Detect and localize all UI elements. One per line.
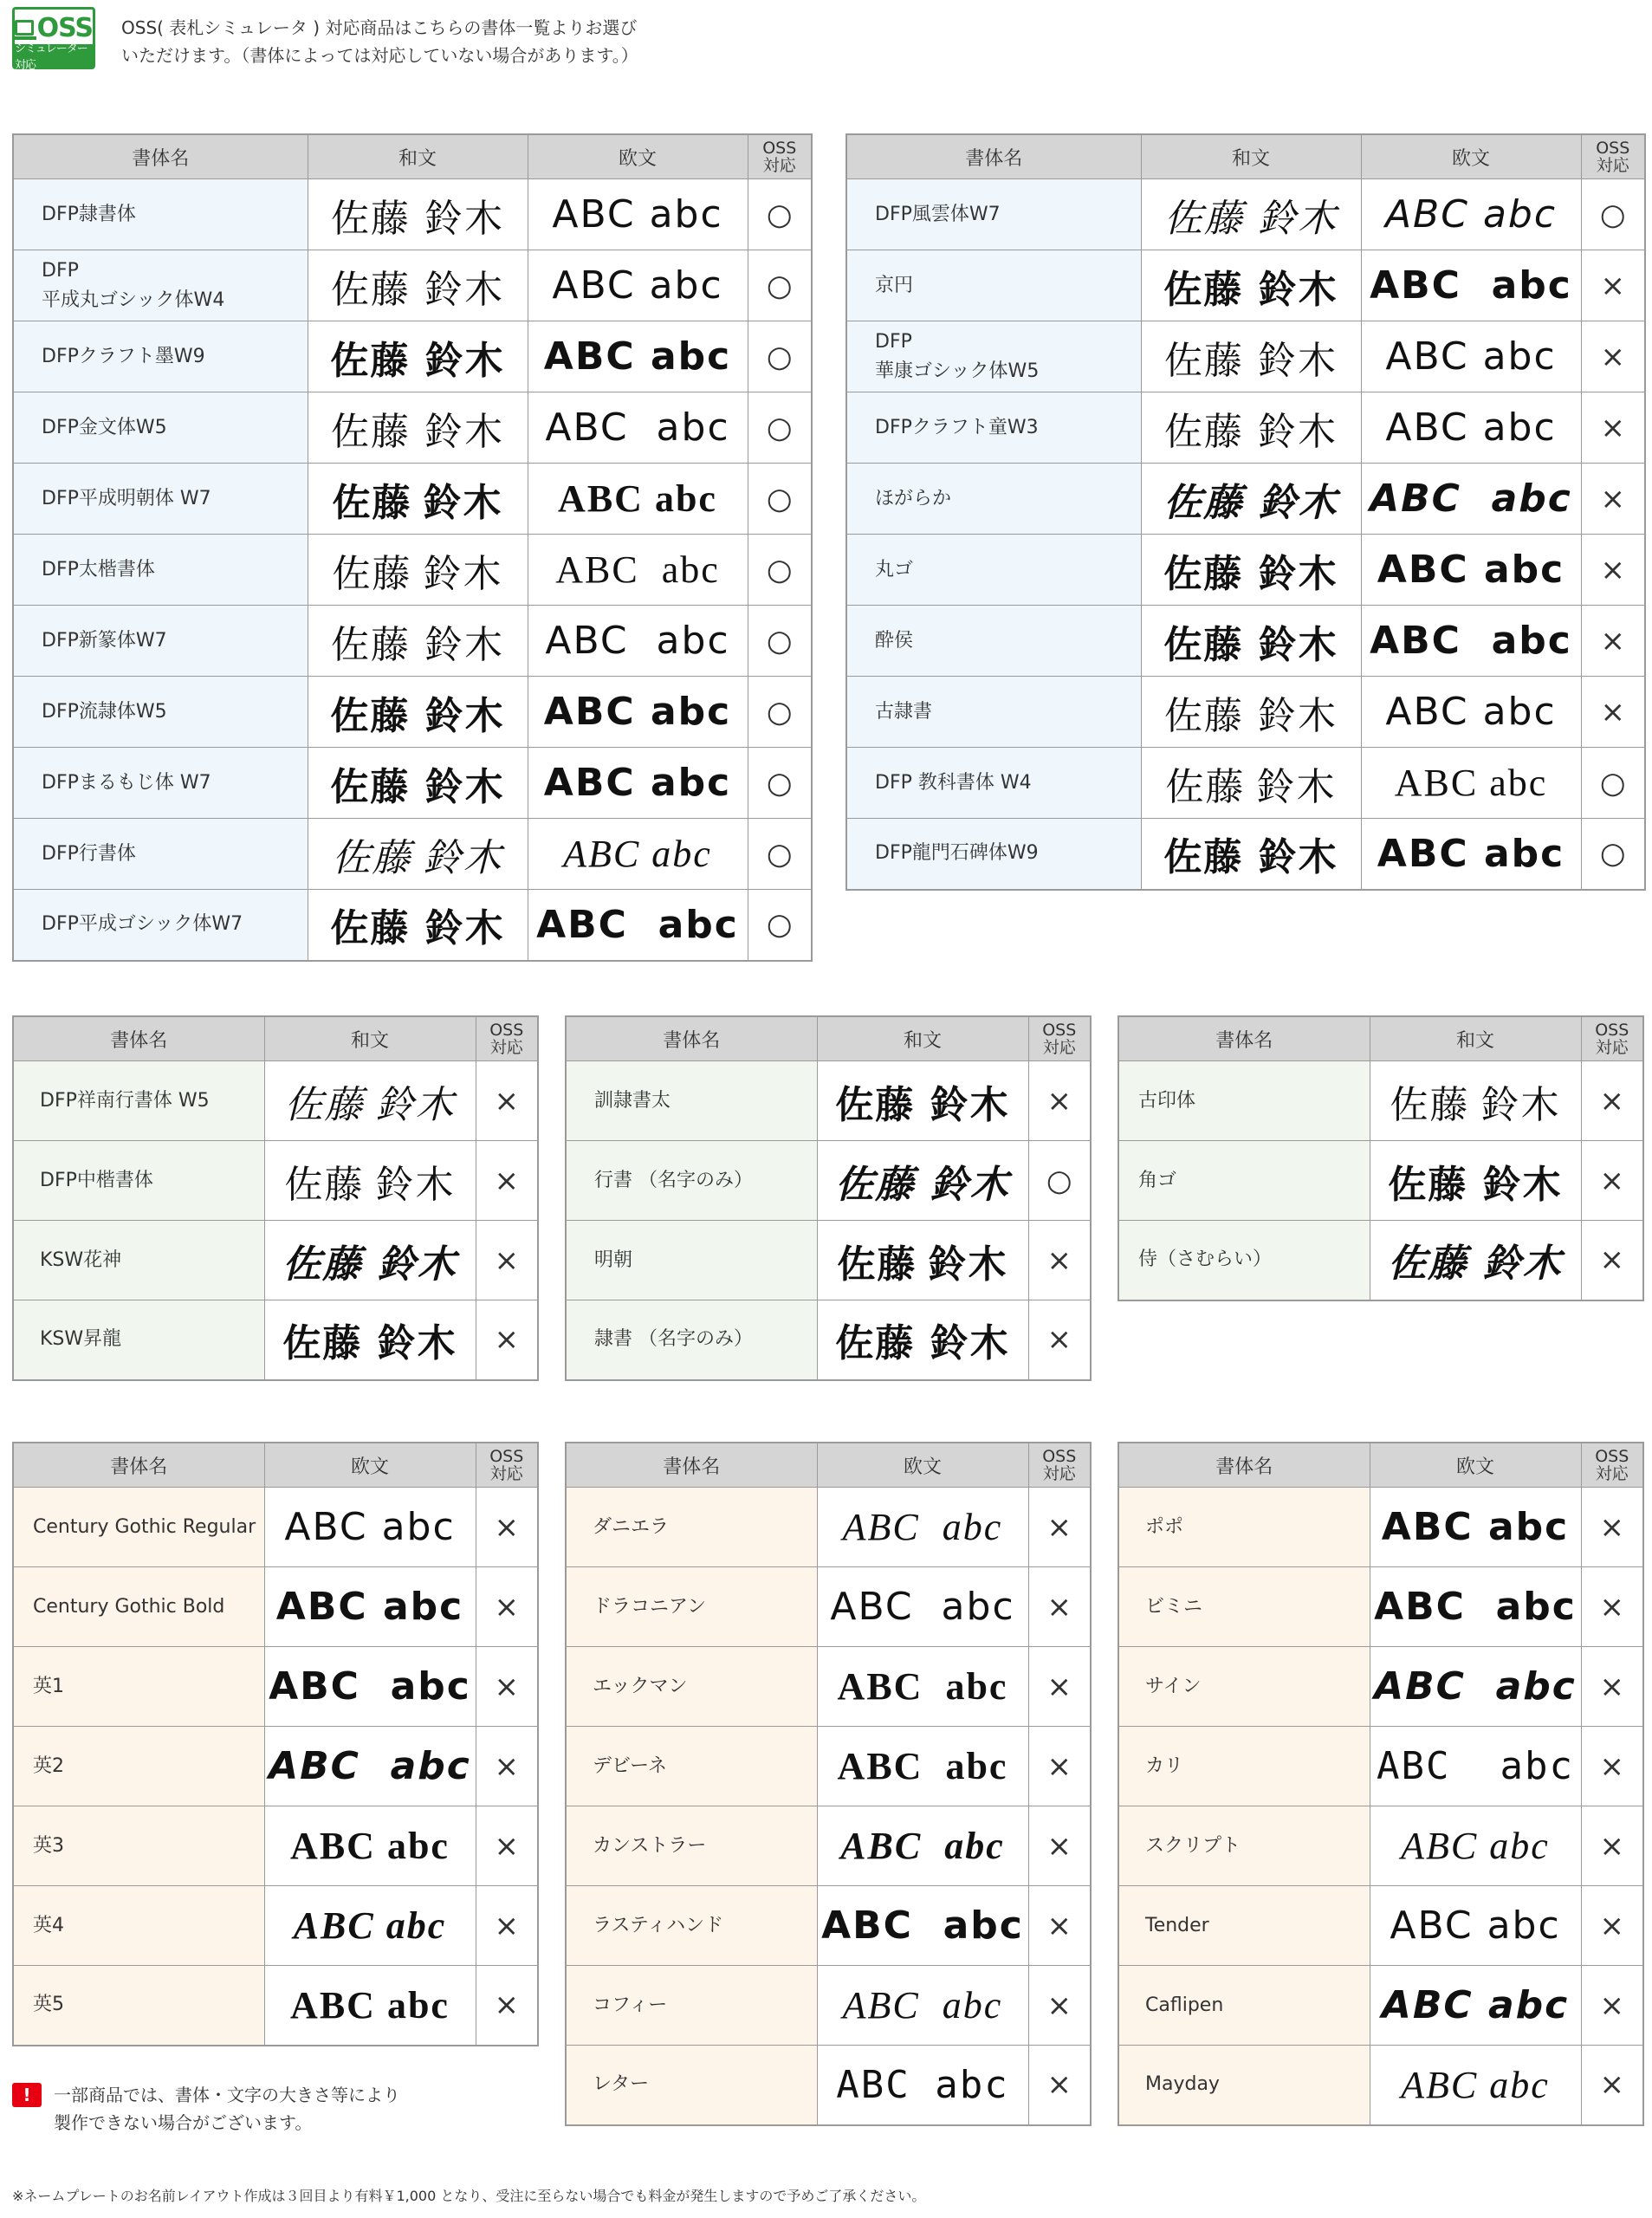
oss-unsupported-mark: × — [1028, 2046, 1091, 2125]
header-en: 欧文 — [528, 134, 748, 179]
oss-unsupported-mark: × — [1581, 464, 1645, 535]
latin-sample: ABC abc — [1361, 179, 1581, 250]
oss-supported-mark: ○ — [748, 535, 812, 606]
oss-unsupported-mark: × — [1581, 606, 1645, 677]
header-oss: OSS 対応 — [476, 1016, 538, 1061]
font-row — [846, 535, 1645, 606]
oss-unsupported-mark: × — [1028, 1886, 1091, 1966]
font-row — [846, 464, 1645, 535]
latin-sample: ABC abc — [1361, 321, 1581, 392]
font-row — [13, 890, 812, 961]
oss-supported-mark: ○ — [748, 677, 812, 748]
font-name: DFP 平成丸ゴシック体W4 — [13, 250, 308, 321]
oss-unsupported-mark: × — [476, 1727, 538, 1806]
font-name: Century Gothic Regular — [13, 1488, 264, 1567]
font-name: サイン — [1118, 1647, 1370, 1727]
font-row — [13, 1061, 538, 1141]
latin-sample: ABC abc — [817, 1806, 1028, 1886]
font-row — [566, 1488, 1091, 1567]
font-row — [13, 1221, 538, 1300]
japanese-sample: 佐藤 鈴木 — [308, 535, 528, 606]
oss-unsupported-mark: × — [1581, 1727, 1643, 1806]
header-font-name: 書体名 — [13, 1443, 264, 1488]
oss-supported-mark: ○ — [1581, 748, 1645, 819]
header-en: 欧文 — [1361, 134, 1581, 179]
oss-supported-mark: ○ — [748, 464, 812, 535]
latin-sample: ABC abc — [1370, 1567, 1581, 1647]
font-name: ポポ — [1118, 1488, 1370, 1567]
oss-unsupported-mark: × — [476, 1806, 538, 1886]
font-name: DFPクラフト童W3 — [846, 392, 1141, 464]
font-name: DFP行書体 — [13, 819, 308, 890]
font-name: スクリプト — [1118, 1806, 1370, 1886]
japanese-sample: 佐藤 鈴木 — [308, 250, 528, 321]
font-name: コフィー — [566, 1966, 817, 2046]
font-name: DFPまるもじ体 W7 — [13, 748, 308, 819]
font-row — [13, 748, 812, 819]
font-name: Caflipen — [1118, 1966, 1370, 2046]
font-name: ビミニ — [1118, 1567, 1370, 1647]
font-name: 酔侯 — [846, 606, 1141, 677]
font-row — [13, 1727, 538, 1806]
latin-sample: ABC abc — [817, 2046, 1028, 2125]
japanese-sample: 佐藤 鈴木 — [264, 1300, 476, 1380]
font-row — [13, 250, 812, 321]
oss-unsupported-mark: × — [476, 1886, 538, 1966]
oss-unsupported-mark: × — [1028, 1966, 1091, 2046]
font-name: 角ゴ — [1118, 1141, 1370, 1221]
font-name: ダニエラ — [566, 1488, 817, 1567]
font-name: KSW花神 — [13, 1221, 264, 1300]
latin-sample: ABC abc — [264, 1647, 476, 1727]
font-row — [566, 1806, 1091, 1886]
font-name: 英4 — [13, 1886, 264, 1966]
header-oss: OSS 対応 — [1028, 1443, 1091, 1488]
oss-supported-mark: ○ — [1028, 1141, 1091, 1221]
warning-line-1: 一部商品では、書体・文字の大きさ等により — [54, 2085, 400, 2105]
header-font-name: 書体名 — [566, 1016, 817, 1061]
japanese-sample: 佐藤 鈴木 — [308, 179, 528, 250]
japanese-sample: 佐藤 鈴木 — [1370, 1221, 1581, 1300]
oss-unsupported-mark: × — [1028, 1567, 1091, 1647]
oss-supported-mark: ○ — [1581, 819, 1645, 890]
warning-note — [12, 2081, 400, 2137]
warning-line-2: 製作できない場合がございます。 — [54, 2112, 313, 2133]
japanese-sample: 佐藤 鈴木 — [1141, 392, 1361, 464]
latin-sample: ABC abc — [264, 1727, 476, 1806]
japanese-sample: 佐藤 鈴木 — [264, 1061, 476, 1141]
font-name: レター — [566, 2046, 817, 2125]
font-row — [846, 606, 1645, 677]
font-row — [1118, 1061, 1643, 1141]
font-row — [566, 1221, 1091, 1300]
font-name: 英1 — [13, 1647, 264, 1727]
oss-unsupported-mark: × — [1581, 535, 1645, 606]
oss-unsupported-mark: × — [1028, 1061, 1091, 1141]
font-row — [13, 819, 812, 890]
font-name: DFP平成ゴシック体W7 — [13, 890, 308, 961]
japanese-sample: 佐藤 鈴木 — [308, 819, 528, 890]
computer-icon — [15, 20, 34, 36]
latin-sample: ABC abc — [528, 677, 748, 748]
font-name: DFP中楷書体 — [13, 1141, 264, 1221]
font-row — [1118, 1221, 1643, 1300]
intro-line-2: いただけます。（書体によっては対応していない場合があります。） — [121, 45, 638, 66]
latin-sample: ABC abc — [264, 1488, 476, 1567]
header-oss: OSS 対応 — [1581, 1443, 1643, 1488]
japanese-sample: 佐藤 鈴木 — [1141, 819, 1361, 890]
latin-sample: ABC abc — [1361, 392, 1581, 464]
latin-sample: ABC abc — [817, 1488, 1028, 1567]
font-name: DFP祥南行書体 W5 — [13, 1061, 264, 1141]
latin-sample: ABC abc — [1370, 1727, 1581, 1806]
header-oss: OSS 対応 — [1028, 1016, 1091, 1061]
header-en: 欧文 — [817, 1443, 1028, 1488]
font-row — [846, 250, 1645, 321]
latin-sample: ABC abc — [1361, 677, 1581, 748]
header-wa: 和文 — [817, 1016, 1028, 1061]
latin-sample: ABC abc — [264, 1966, 476, 2046]
font-row — [13, 1488, 538, 1567]
font-row — [1118, 1886, 1643, 1966]
font-row — [566, 1727, 1091, 1806]
oss-unsupported-mark: × — [1028, 1647, 1091, 1727]
japanese-sample: 佐藤 鈴木 — [1141, 250, 1361, 321]
font-name: KSW昇龍 — [13, 1300, 264, 1380]
font-name: ほがらか — [846, 464, 1141, 535]
oss-unsupported-mark: × — [476, 1141, 538, 1221]
latin-sample: ABC abc — [528, 606, 748, 677]
warning-icon: ! — [12, 2083, 42, 2107]
font-name: 行書 （名字のみ） — [566, 1141, 817, 1221]
oss-simulator-badge — [12, 7, 95, 72]
japanese-sample: 佐藤 鈴木 — [1141, 535, 1361, 606]
font-row — [13, 464, 812, 535]
oss-unsupported-mark: × — [476, 1647, 538, 1727]
oss-supported-mark: ○ — [748, 606, 812, 677]
font-table-5 — [1118, 1015, 1644, 1301]
japanese-sample: 佐藤 鈴木 — [817, 1300, 1028, 1380]
japanese-sample: 佐藤 鈴木 — [264, 1141, 476, 1221]
oss-unsupported-mark: × — [476, 1061, 538, 1141]
font-name: 英3 — [13, 1806, 264, 1886]
header-wa: 和文 — [1370, 1016, 1581, 1061]
latin-sample: ABC abc — [528, 819, 748, 890]
header-font-name: 書体名 — [846, 134, 1141, 179]
latin-sample: ABC abc — [1370, 1488, 1581, 1567]
japanese-sample: 佐藤 鈴木 — [308, 748, 528, 819]
font-name: 隷書 （名字のみ） — [566, 1300, 817, 1380]
oss-supported-mark: ○ — [748, 890, 812, 961]
font-row — [13, 321, 812, 392]
font-row — [1118, 1141, 1643, 1221]
font-row — [1118, 1727, 1643, 1806]
japanese-sample: 佐藤 鈴木 — [308, 890, 528, 961]
oss-unsupported-mark: × — [476, 1567, 538, 1647]
japanese-sample: 佐藤 鈴木 — [1141, 606, 1361, 677]
japanese-sample: 佐藤 鈴木 — [308, 464, 528, 535]
header-font-name: 書体名 — [1118, 1443, 1370, 1488]
latin-sample: ABC abc — [528, 748, 748, 819]
font-name: 訓隷書太 — [566, 1061, 817, 1141]
font-name: 丸ゴ — [846, 535, 1141, 606]
latin-sample: ABC abc — [528, 392, 748, 464]
header-en: 欧文 — [1370, 1443, 1581, 1488]
latin-sample: ABC abc — [528, 179, 748, 250]
japanese-sample: 佐藤 鈴木 — [1141, 179, 1361, 250]
japanese-sample: 佐藤 鈴木 — [1141, 677, 1361, 748]
font-name: Mayday — [1118, 2046, 1370, 2125]
font-row — [846, 819, 1645, 890]
header-oss: OSS 対応 — [1581, 134, 1645, 179]
font-row — [566, 1300, 1091, 1380]
latin-sample: ABC abc — [1361, 819, 1581, 890]
oss-unsupported-mark: × — [1581, 1647, 1643, 1727]
font-table-4 — [565, 1015, 1092, 1381]
font-name: DFP風雲体W7 — [846, 179, 1141, 250]
font-name: DFP龍門石碑体W9 — [846, 819, 1141, 890]
font-table-1 — [12, 133, 813, 962]
font-name: ドラコニアン — [566, 1567, 817, 1647]
latin-sample: ABC abc — [817, 1886, 1028, 1966]
font-name: 京円 — [846, 250, 1141, 321]
font-name: DFP太楷書体 — [13, 535, 308, 606]
font-name: DFPクラフト墨W9 — [13, 321, 308, 392]
oss-unsupported-mark: × — [1028, 1488, 1091, 1567]
oss-unsupported-mark: × — [476, 1488, 538, 1567]
japanese-sample: 佐藤 鈴木 — [1141, 321, 1361, 392]
font-row — [566, 2046, 1091, 2125]
oss-unsupported-mark: × — [476, 1221, 538, 1300]
latin-sample: ABC abc — [1370, 2046, 1581, 2125]
latin-sample: ABC abc — [528, 890, 748, 961]
oss-unsupported-mark: × — [1581, 677, 1645, 748]
font-name: ラスティハンド — [566, 1886, 817, 1966]
latin-sample: ABC abc — [528, 250, 748, 321]
font-table-6 — [12, 1442, 539, 2046]
font-name: 明朝 — [566, 1221, 817, 1300]
font-row — [1118, 1966, 1643, 2046]
intro-line-1: OSS( 表札シミュレータ ) 対応商品はこちらの書体一覧よりお選び — [121, 17, 638, 38]
font-name: カリ — [1118, 1727, 1370, 1806]
oss-supported-mark: ○ — [748, 748, 812, 819]
font-name: 古印体 — [1118, 1061, 1370, 1141]
oss-unsupported-mark: × — [1581, 1221, 1643, 1300]
latin-sample: ABC abc — [1370, 1886, 1581, 1966]
japanese-sample: 佐藤 鈴木 — [308, 321, 528, 392]
oss-supported-mark: ○ — [1581, 179, 1645, 250]
font-row — [1118, 1488, 1643, 1567]
font-row — [846, 677, 1645, 748]
font-row — [1118, 1806, 1643, 1886]
japanese-sample: 佐藤 鈴木 — [817, 1061, 1028, 1141]
oss-unsupported-mark: × — [1028, 1806, 1091, 1886]
japanese-sample: 佐藤 鈴木 — [1370, 1141, 1581, 1221]
japanese-sample: 佐藤 鈴木 — [1370, 1061, 1581, 1141]
oss-unsupported-mark: × — [1581, 2046, 1643, 2125]
font-row — [13, 1567, 538, 1647]
latin-sample: ABC abc — [528, 535, 748, 606]
latin-sample: ABC abc — [1361, 250, 1581, 321]
font-row — [566, 1647, 1091, 1727]
font-row — [13, 1966, 538, 2046]
oss-unsupported-mark: × — [1028, 1300, 1091, 1380]
latin-sample: ABC abc — [264, 1567, 476, 1647]
oss-unsupported-mark: × — [1581, 321, 1645, 392]
font-name: エックマン — [566, 1647, 817, 1727]
font-name: Century Gothic Bold — [13, 1567, 264, 1647]
font-name: DFP 教科書体 W4 — [846, 748, 1141, 819]
header-oss: OSS 対応 — [476, 1443, 538, 1488]
latin-sample: ABC abc — [264, 1806, 476, 1886]
latin-sample: ABC abc — [817, 1567, 1028, 1647]
font-row — [566, 1966, 1091, 2046]
oss-unsupported-mark: × — [1581, 392, 1645, 464]
japanese-sample: 佐藤 鈴木 — [308, 606, 528, 677]
oss-label: OSS — [36, 12, 93, 43]
font-row — [566, 1141, 1091, 1221]
font-name: 侍（さむらい） — [1118, 1221, 1370, 1300]
header-wa: 和文 — [308, 134, 528, 179]
oss-supported-mark: ○ — [748, 819, 812, 890]
font-row — [13, 1141, 538, 1221]
font-name: DFP 華康ゴシック体W5 — [846, 321, 1141, 392]
oss-unsupported-mark: × — [1581, 1567, 1643, 1647]
font-row — [846, 321, 1645, 392]
header-oss: OSS 対応 — [748, 134, 812, 179]
font-row — [13, 677, 812, 748]
latin-sample: ABC abc — [817, 1727, 1028, 1806]
japanese-sample: 佐藤 鈴木 — [817, 1141, 1028, 1221]
oss-unsupported-mark: × — [476, 1966, 538, 2046]
font-row — [1118, 2046, 1643, 2125]
header-wa: 和文 — [1141, 134, 1361, 179]
font-name: DFP隷書体 — [13, 179, 308, 250]
font-row — [566, 1061, 1091, 1141]
font-name: Tender — [1118, 1886, 1370, 1966]
oss-unsupported-mark: × — [1581, 1061, 1643, 1141]
oss-unsupported-mark: × — [1028, 1727, 1091, 1806]
latin-sample: ABC abc — [528, 321, 748, 392]
font-row — [13, 392, 812, 464]
font-name: DFP金文体W5 — [13, 392, 308, 464]
font-row — [1118, 1647, 1643, 1727]
font-name: 英5 — [13, 1966, 264, 2046]
font-table-8 — [1118, 1442, 1644, 2126]
intro-text — [121, 14, 638, 69]
oss-unsupported-mark: × — [1581, 1966, 1643, 2046]
header-font-name: 書体名 — [13, 134, 308, 179]
japanese-sample: 佐藤 鈴木 — [1141, 748, 1361, 819]
japanese-sample: 佐藤 鈴木 — [264, 1221, 476, 1300]
footnote: ※ネームプレートのお名前レイアウト作成は３回目より有料￥1,000 となり、受注に至らない場合でも料金が発生しますので予めご了承ください。 — [12, 2188, 926, 2204]
japanese-sample: 佐藤 鈴木 — [817, 1221, 1028, 1300]
header-font-name: 書体名 — [13, 1016, 264, 1061]
font-row — [13, 1300, 538, 1380]
font-row — [13, 179, 812, 250]
oss-supported-mark: ○ — [748, 392, 812, 464]
font-table-7 — [565, 1442, 1092, 2126]
latin-sample: ABC abc — [817, 1647, 1028, 1727]
oss-sublabel: シミュレーター対応 — [15, 44, 93, 67]
header-font-name: 書体名 — [566, 1443, 817, 1488]
latin-sample: ABC abc — [1361, 606, 1581, 677]
oss-unsupported-mark: × — [1028, 1221, 1091, 1300]
oss-unsupported-mark: × — [1581, 1488, 1643, 1567]
oss-unsupported-mark: × — [1581, 1886, 1643, 1966]
font-row — [13, 1886, 538, 1966]
font-row — [13, 606, 812, 677]
latin-sample: ABC abc — [817, 1966, 1028, 2046]
latin-sample: ABC abc — [1361, 535, 1581, 606]
header-wa: 和文 — [264, 1016, 476, 1061]
latin-sample: ABC abc — [1361, 464, 1581, 535]
oss-unsupported-mark: × — [1581, 250, 1645, 321]
latin-sample: ABC abc — [528, 464, 748, 535]
font-row — [13, 1647, 538, 1727]
oss-unsupported-mark: × — [1581, 1806, 1643, 1886]
header-oss: OSS 対応 — [1581, 1016, 1643, 1061]
oss-supported-mark: ○ — [748, 179, 812, 250]
oss-supported-mark: ○ — [748, 321, 812, 392]
font-row — [1118, 1567, 1643, 1647]
font-name: カンストラー — [566, 1806, 817, 1886]
font-name: デビーネ — [566, 1727, 817, 1806]
font-name: 英2 — [13, 1727, 264, 1806]
latin-sample: ABC abc — [1370, 1806, 1581, 1886]
japanese-sample: 佐藤 鈴木 — [1141, 464, 1361, 535]
font-table-2 — [845, 133, 1646, 891]
latin-sample: ABC abc — [1370, 1647, 1581, 1727]
latin-sample: ABC abc — [264, 1886, 476, 1966]
oss-unsupported-mark: × — [1581, 1141, 1643, 1221]
font-row — [13, 535, 812, 606]
latin-sample: ABC abc — [1370, 1966, 1581, 2046]
font-name: DFP流隷体W5 — [13, 677, 308, 748]
font-row — [846, 748, 1645, 819]
oss-supported-mark: ○ — [748, 250, 812, 321]
japanese-sample: 佐藤 鈴木 — [308, 392, 528, 464]
font-name: DFP平成明朝体 W7 — [13, 464, 308, 535]
font-name: 古隷書 — [846, 677, 1141, 748]
header-font-name: 書体名 — [1118, 1016, 1370, 1061]
font-row — [846, 392, 1645, 464]
font-name: DFP新篆体W7 — [13, 606, 308, 677]
font-row — [846, 179, 1645, 250]
header-en: 欧文 — [264, 1443, 476, 1488]
japanese-sample: 佐藤 鈴木 — [308, 677, 528, 748]
font-row — [13, 1806, 538, 1886]
font-row — [566, 1567, 1091, 1647]
font-row — [566, 1886, 1091, 1966]
latin-sample: ABC abc — [1361, 748, 1581, 819]
font-table-3 — [12, 1015, 539, 1381]
oss-unsupported-mark: × — [476, 1300, 538, 1380]
